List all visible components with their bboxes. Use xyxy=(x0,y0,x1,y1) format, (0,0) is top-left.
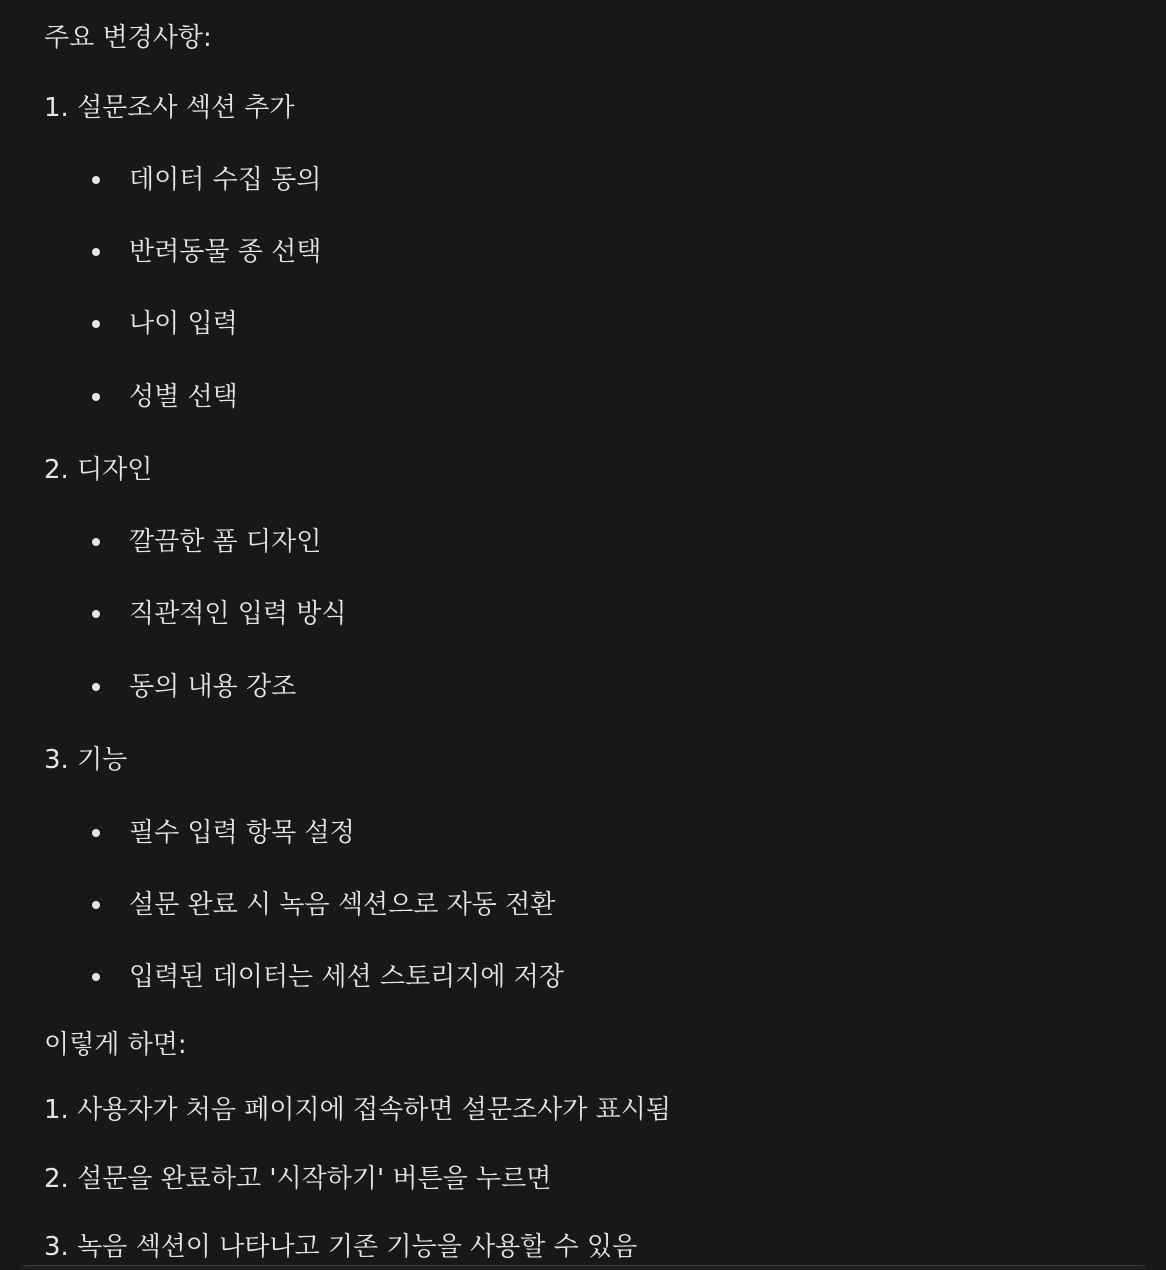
list-item-label: 데이터 수집 동의 xyxy=(129,165,322,195)
section-heading: 1. 설문조사 섹션 추가 xyxy=(44,93,295,123)
list-item-label: 직관적인 입력 방식 xyxy=(129,599,347,629)
bullet-icon xyxy=(92,176,100,184)
list-item-label: 설문 완료 시 녹음 섹션으로 자동 전환 xyxy=(129,890,556,920)
bullet-icon xyxy=(92,393,100,401)
bullet-icon xyxy=(92,683,100,691)
bullet-icon xyxy=(92,538,100,546)
bullet-icon xyxy=(92,610,100,618)
section-heading: 2. 디자인 xyxy=(44,455,153,485)
step-item: 3. 녹음 섹션이 나타나고 기존 기능을 사용할 수 있음 xyxy=(44,1232,638,1262)
bullet-icon xyxy=(92,248,100,256)
step-item: 1. 사용자가 처음 페이지에 접속하면 설문조사가 표시됨 xyxy=(44,1095,671,1125)
bullet-icon xyxy=(92,973,100,981)
list-item-label: 성별 선택 xyxy=(129,382,238,412)
bullet-icon xyxy=(92,901,100,909)
list-item-label: 나이 입력 xyxy=(129,309,238,339)
section-heading: 3. 기능 xyxy=(44,745,128,775)
input-box-edge xyxy=(20,1265,1146,1270)
bullet-icon xyxy=(92,829,100,837)
outro-text: 이렇게 하면: xyxy=(44,1030,187,1060)
step-item: 2. 설문을 완료하고 '시작하기' 버튼을 누르면 xyxy=(44,1164,552,1194)
intro-text: 주요 변경사항: xyxy=(44,23,212,53)
list-item-label: 입력된 데이터는 세션 스토리지에 저장 xyxy=(129,962,564,992)
list-item-label: 반려동물 종 선택 xyxy=(129,237,322,267)
list-item-label: 필수 입력 항목 설정 xyxy=(129,818,355,848)
bullet-icon xyxy=(92,320,100,328)
message-body xyxy=(44,0,1166,1270)
list-item-label: 동의 내용 강조 xyxy=(129,672,297,702)
list-item-label: 깔끔한 폼 디자인 xyxy=(129,527,322,557)
